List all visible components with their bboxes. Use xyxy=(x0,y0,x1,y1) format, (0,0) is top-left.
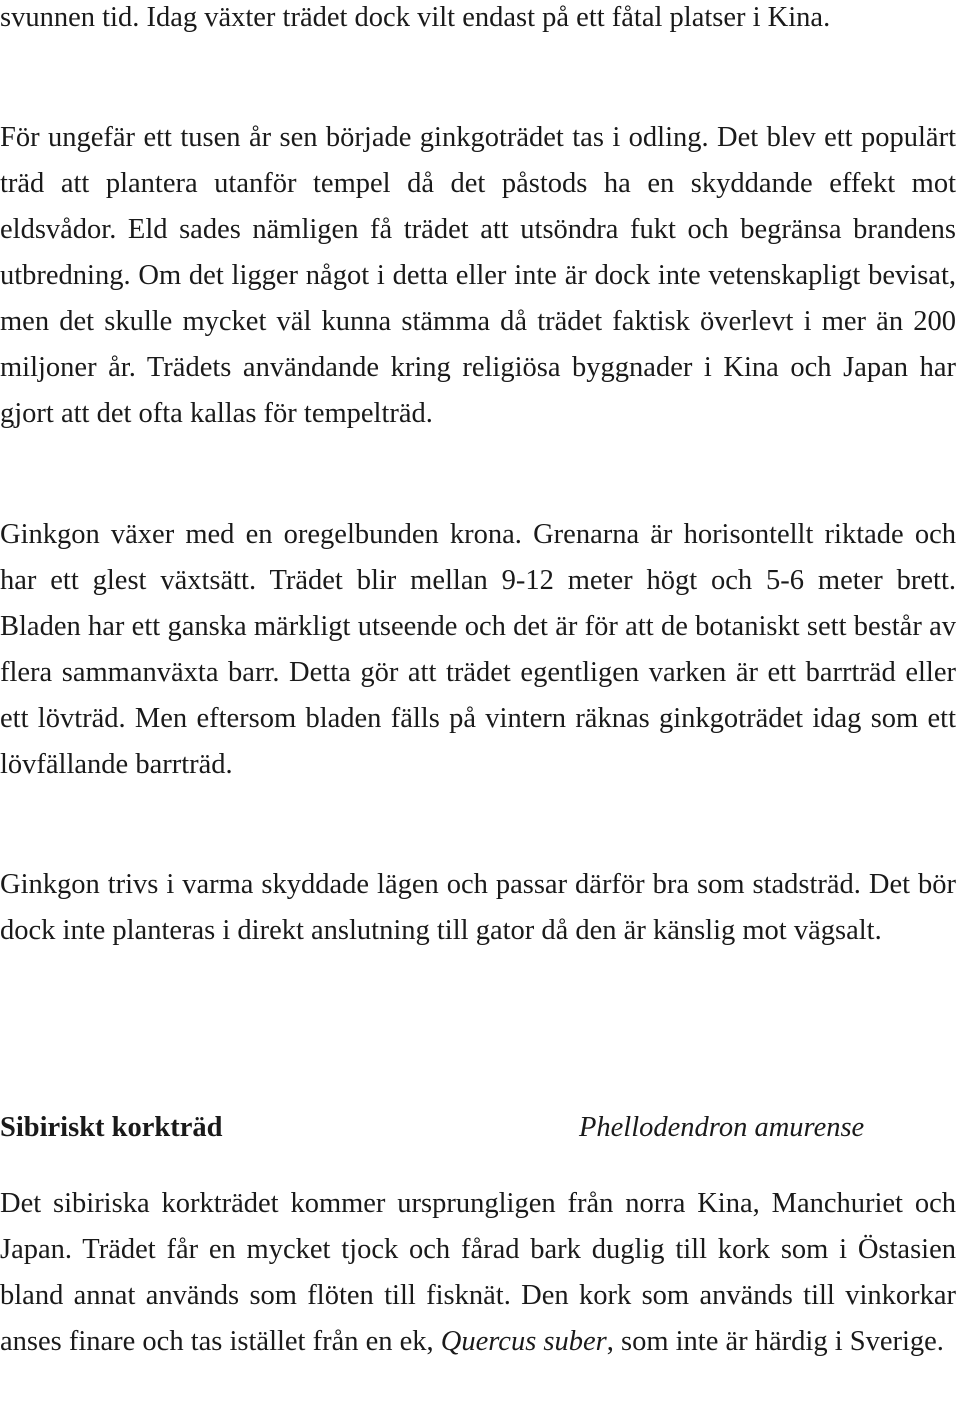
paragraph-3: Ginkgon växer med en oregelbunden krona. Grenarna är horisontellt riktade och har ett glest växtsätt. Trädet blir mellan 9-12 meter högt och 5-6 meter brett. Bladen har ett ganska märkligt utseende och det är för att de botaniskt sett består av flera sammanväxta barr. Detta gör att trädet egentligen varken är ett barrträd eller ett lövträd. Men eftersom bladen fälls på vintern räknas ginkgoträdet idag som ett lövfällande barrträd. xyxy=(0,519,956,780)
paragraph-1: svunnen tid. Idag växter trädet dock vilt endast på ett fåtal platser i Kina. xyxy=(0,2,831,33)
paragraph-4: Ginkgon trivs i varma skyddade lägen och passar därför bra som stadsträd. Det bör dock inte planteras i direkt anslutning till gator då den är känslig mot vägsalt. xyxy=(0,869,956,946)
section-body-text-end: , som inte är härdig i Sverige. xyxy=(606,1326,944,1357)
section-latin-name: Phellodendron amurense xyxy=(579,1112,865,1143)
section-title: Sibiriskt korkträd xyxy=(0,1112,223,1143)
section-heading xyxy=(0,1105,956,1151)
section-body xyxy=(0,1181,956,1365)
paragraph-2: För ungefär ett tusen år sen började ginkgoträdet tas i odling. Det blev ett populärt träd att plantera utanför tempel då det påstods ha en skyddande effekt mot eldsvådor. Eld sades nämligen få trädet att utsöndra fukt och begränsa brandens utbredning. Om det ligger något i detta eller inte är dock inte vetenskapligt bevisat, men det skulle mycket väl kunna stämma då trädet faktisk överlevt i mer än 200 miljoner år. Trädets användande kring religiösa byggnader i Kina och Japan har gjort att det ofta kallas för tempelträd. xyxy=(0,122,956,429)
section-body-text: Det sibiriska korkträdet kommer ursprungligen från norra Kina, Manchuriet och Japan. Trädet får en mycket tjock och fårad bark duglig till kork som i Östasien bland annat används som flöten till fisknät. Den kork som används till vinkorkar anses finare och tas istället från en ek, xyxy=(0,1188,956,1357)
species-name: Quercus suber xyxy=(440,1326,607,1357)
